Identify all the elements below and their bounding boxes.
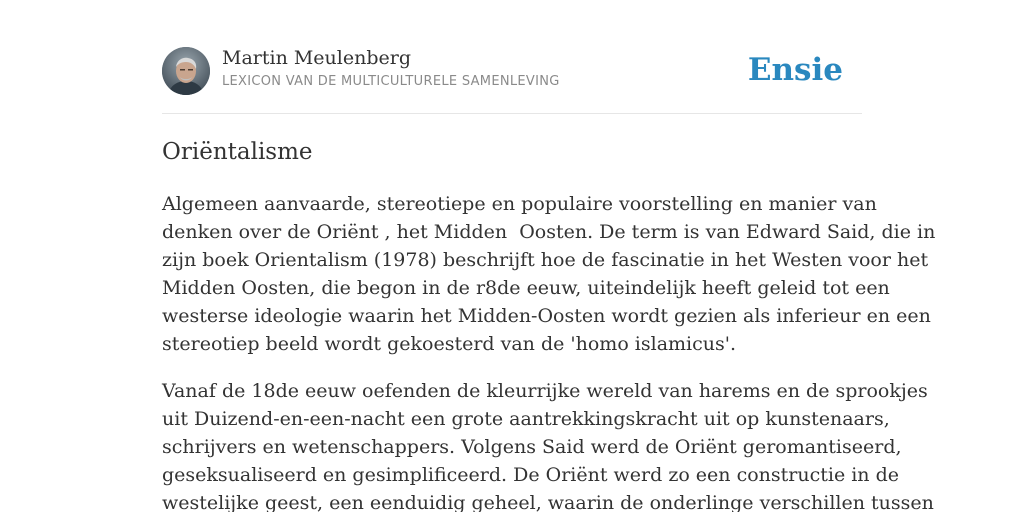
text-line: stereotiep beeld wordt gekoesterd van de 'homo islamicus'. xyxy=(162,333,737,355)
author-photo-icon xyxy=(162,47,210,95)
article-body xyxy=(162,190,936,512)
avatar[interactable] xyxy=(162,47,210,95)
author-name[interactable]: Martin Meulenberg xyxy=(222,47,411,69)
text-line: zijn boek Orientalism (1978) beschrijft hoe de fascinatie in het Westen voor het xyxy=(162,249,929,271)
article-title: Oriëntalisme xyxy=(162,139,313,165)
text-line: schrijvers en wetenschappers. Volgens Said werd de Oriënt geromantiseerd, xyxy=(162,436,902,458)
text-line: westelijke geest, een eenduidig geheel, waarin de onderlinge verschillen tussen xyxy=(162,492,934,512)
text-line: Midden Oosten, die begon in de r8de eeuw, uiteindelijk heeft geleid tot een xyxy=(162,277,890,299)
header-divider xyxy=(162,113,862,114)
text-line: geseksualiseerd en gesimplificeerd. De Oriënt werd zo een constructie in de xyxy=(162,464,899,486)
brand-logo[interactable]: Ensie xyxy=(747,52,843,88)
text-line: Algemeen aanvaarde, stereotiepe en populaire voorstelling en manier van xyxy=(162,193,877,215)
paragraph xyxy=(162,190,936,358)
text-line: Vanaf de 18de eeuw oefenden de kleurrijke wereld van harems en de sprookjes xyxy=(162,380,928,402)
paragraph xyxy=(162,377,934,512)
publication-name[interactable]: LEXICON VAN DE MULTICULTURELE SAMENLEVING xyxy=(222,74,560,89)
header xyxy=(162,46,862,96)
text-line: westerse ideologie waarin het Midden-Oosten wordt gezien als inferieur en een xyxy=(162,305,931,327)
text-line: denken over de Oriënt , het Midden Oosten. De term is van Edward Said, die in xyxy=(162,221,936,243)
text-line: uit Duizend-en-een-nacht een grote aantrekkingskracht uit op kunstenaars, xyxy=(162,408,890,430)
